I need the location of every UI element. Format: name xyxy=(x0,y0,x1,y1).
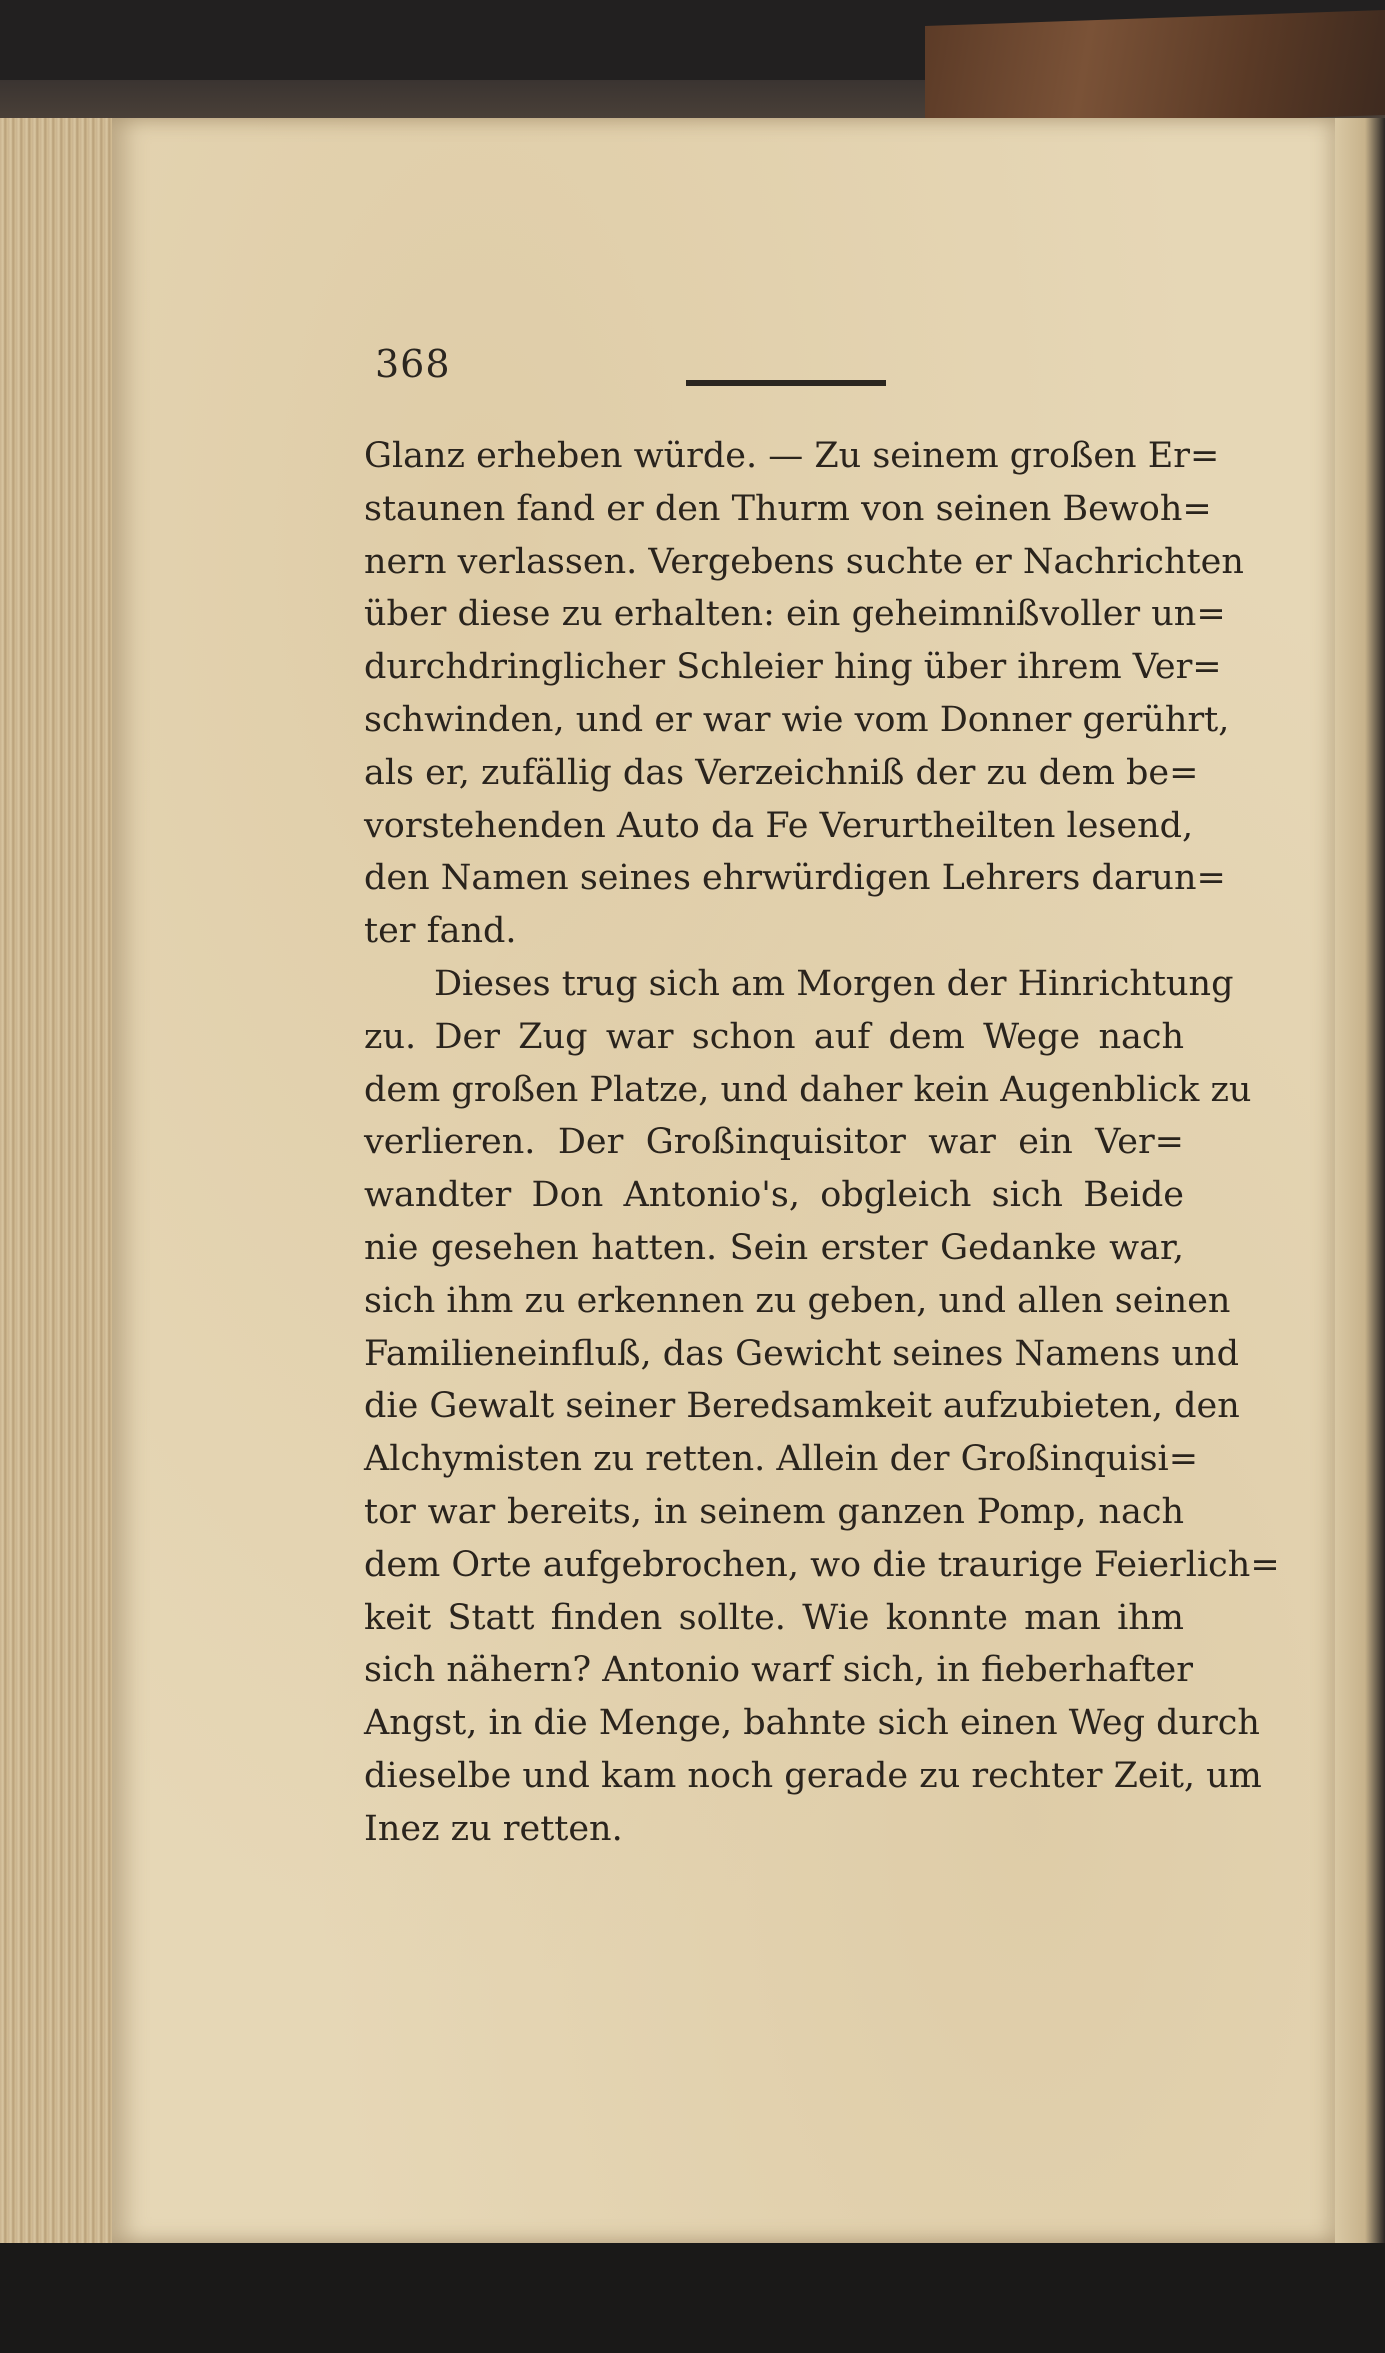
paragraph-1 xyxy=(364,430,1244,958)
text-line: über diese zu erhalten: ein geheimnißvoller un= xyxy=(364,594,1226,635)
text-line: zu. Der Zug war schon auf dem Wege nach xyxy=(364,1016,1184,1057)
text-line: dem Orte aufgebrochen, wo die traurige Feierlich= xyxy=(364,1544,1280,1585)
text-line: durchdringlicher Schleier hing über ihrem Ver= xyxy=(364,647,1222,688)
text-line: Angst, in die Menge, bahnte sich einen Weg durch xyxy=(364,1703,1260,1744)
text-line: sich ihm zu erkennen zu geben, und allen seinen xyxy=(364,1280,1231,1321)
text-line: vorstehenden Auto da Fe Verurtheilten lesend, xyxy=(364,805,1194,846)
page-right-edge xyxy=(1335,118,1385,2243)
page-text xyxy=(364,430,1280,1856)
text-line: als er, zufällig das Verzeichniß der zu dem be= xyxy=(364,752,1199,793)
leather-cover-corner xyxy=(925,10,1385,131)
text-line: Dieses trug sich am Morgen der Hinrichtung xyxy=(434,963,1234,1004)
paragraph-2 xyxy=(364,958,1280,1856)
scan-background xyxy=(0,2243,1385,2353)
text-line: sich nähern? Antonio warf sich, in fieberhafter xyxy=(364,1650,1193,1691)
text-line: schwinden, und er war wie vom Donner gerührt, xyxy=(364,699,1230,740)
text-line: nern verlassen. Vergebens suchte er Nachrichten xyxy=(364,541,1244,582)
text-line: dem großen Platze, und daher kein Augenblick zu xyxy=(364,1069,1252,1110)
text-line: den Namen seines ehrwürdigen Lehrers darun= xyxy=(364,858,1226,899)
text-line: Alchymisten zu retten. Allein der Großinquisi= xyxy=(364,1439,1199,1480)
text-line: ter fand. xyxy=(364,911,517,952)
text-line: staunen fand er den Thurm von seinen Bewoh= xyxy=(364,488,1212,529)
text-line: die Gewalt seiner Beredsamkeit aufzubieten, den xyxy=(364,1386,1240,1427)
page-number: 368 xyxy=(375,342,451,386)
header-rule xyxy=(686,380,886,386)
text-line: wandter Don Antonio's, obgleich sich Beide xyxy=(364,1175,1184,1216)
page-edges-stack xyxy=(0,118,122,2243)
text-line: Familieneinfluß, das Gewicht seines Namens und xyxy=(364,1333,1239,1374)
text-line: Glanz erheben würde. — Zu seinem großen Er= xyxy=(364,436,1220,476)
text-line: Inez zu retten. xyxy=(364,1808,623,1849)
text-line: keit Statt finden sollte. Wie konnte man ihm xyxy=(364,1597,1184,1638)
text-line: verlieren. Der Großinquisitor war ein Ver= xyxy=(364,1122,1184,1163)
text-line: tor war bereits, in seinem ganzen Pomp, nach xyxy=(364,1491,1184,1532)
text-line: nie gesehen hatten. Sein erster Gedanke war, xyxy=(364,1227,1184,1268)
text-line: dieselbe und kam noch gerade zu rechter Zeit, um xyxy=(364,1755,1262,1796)
